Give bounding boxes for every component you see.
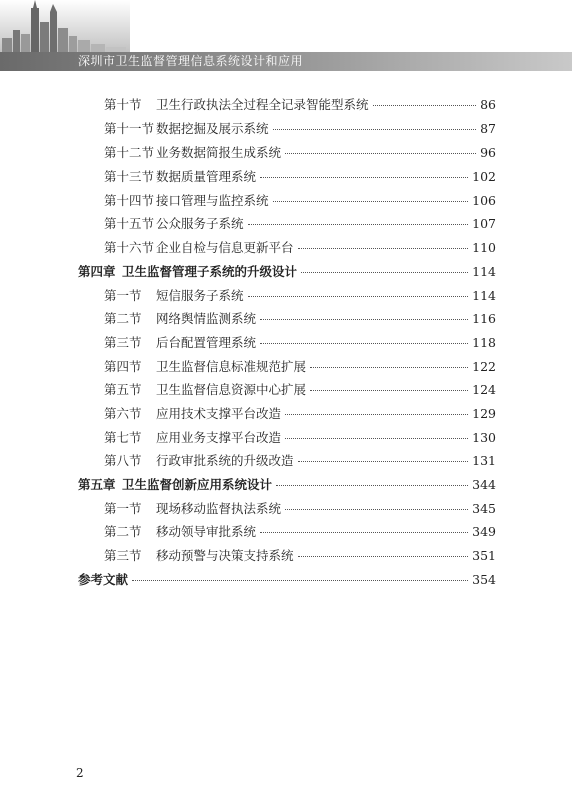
toc-entry-number: 第四章	[78, 264, 116, 279]
toc-entry-page: 114	[472, 288, 496, 303]
toc-entry-page: 110	[472, 240, 496, 255]
dot-leader	[132, 580, 468, 581]
toc-entry-title: 应用业务支撑平台改造	[156, 430, 282, 445]
toc-entry-number: 第二节	[104, 524, 142, 539]
dot-leader	[310, 367, 468, 368]
toc-entry-number: 第五节	[104, 382, 142, 397]
toc-section-entry[interactable]	[104, 548, 496, 564]
toc-entry-page: 96	[480, 145, 496, 160]
dot-leader	[285, 153, 476, 154]
page-number: 2	[76, 766, 84, 780]
dot-leader	[273, 201, 469, 202]
toc-entry-title: 移动领导审批系统	[156, 524, 257, 539]
toc-section-entry[interactable]	[104, 193, 496, 209]
toc-entry-number: 第四节	[104, 359, 142, 374]
toc-section-entry[interactable]	[104, 288, 496, 304]
toc-entry-page: 122	[472, 359, 496, 374]
toc-entry-number: 第十五节	[104, 216, 155, 231]
dot-leader	[285, 438, 468, 439]
dot-leader	[260, 319, 468, 320]
city-skyline-image	[0, 0, 130, 56]
toc-entry-page: 130	[472, 430, 496, 445]
toc-entry-title: 公众服务子系统	[156, 216, 244, 231]
toc-entry-page: 107	[472, 216, 496, 231]
toc-entry-number: 第六节	[104, 406, 142, 421]
toc-entry-title: 网络舆情监测系统	[156, 311, 257, 326]
toc-entry-page: 354	[472, 572, 496, 587]
dot-leader	[260, 343, 468, 344]
toc-entry-page: 349	[472, 524, 496, 539]
toc-entry-title: 后台配置管理系统	[156, 335, 257, 350]
toc-entry-page: 118	[472, 335, 496, 350]
toc-entry-title: 短信服务子系统	[156, 288, 244, 303]
toc-chapter-entry[interactable]	[78, 572, 496, 588]
toc-entry-title: 业务数据简报生成系统	[156, 145, 282, 160]
toc-section-entry[interactable]	[104, 453, 496, 469]
toc-entry-number: 第十三节	[104, 169, 155, 184]
dot-leader	[276, 485, 468, 486]
toc-entry-title: 数据质量管理系统	[156, 169, 257, 184]
toc-section-entry[interactable]	[104, 311, 496, 327]
toc-entry-number: 第十四节	[104, 193, 155, 208]
toc-entry-page: 344	[472, 477, 496, 492]
toc-entry-number: 第八节	[104, 453, 142, 468]
toc-entry-title: 卫生行政执法全过程全记录智能型系统	[156, 97, 369, 112]
toc-section-entry[interactable]	[104, 382, 496, 398]
toc-section-entry[interactable]	[104, 359, 496, 375]
toc-section-entry[interactable]	[104, 430, 496, 446]
toc-entry-page: 131	[472, 453, 496, 468]
toc-entry-title: 应用技术支撑平台改造	[156, 406, 282, 421]
toc-entry-title: 企业自检与信息更新平台	[156, 240, 294, 255]
toc-section-entry[interactable]	[104, 97, 496, 113]
dot-leader	[273, 129, 477, 130]
toc-entry-page: 124	[472, 382, 496, 397]
toc-section-entry[interactable]	[104, 406, 496, 422]
toc-entry-number: 第二节	[104, 311, 142, 326]
dot-leader	[248, 296, 469, 297]
dot-leader	[285, 414, 468, 415]
toc-section-entry[interactable]	[104, 169, 496, 185]
toc-entry-page: 86	[480, 97, 496, 112]
toc-section-entry[interactable]	[104, 121, 496, 137]
toc-entry-number: 第一节	[104, 288, 142, 303]
dot-leader	[298, 461, 469, 462]
toc-entry-number: 第三节	[104, 548, 142, 563]
toc-entry-number: 第十节	[104, 97, 142, 112]
toc-entry-page: 114	[472, 264, 496, 279]
toc-entry-number: 第三节	[104, 335, 142, 350]
dot-leader	[248, 224, 469, 225]
toc-entry-page: 345	[472, 501, 496, 516]
toc-entry-page: 351	[472, 548, 496, 563]
toc-entry-page: 129	[472, 406, 496, 421]
toc-entry-number: 第十一节	[104, 121, 155, 136]
toc-entry-title: 现场移动监督执法系统	[156, 501, 282, 516]
dot-leader	[260, 532, 468, 533]
dot-leader	[260, 177, 468, 178]
toc-entry-title: 参考文献	[78, 572, 129, 587]
toc-entry-title: 移动预警与决策支持系统	[156, 548, 294, 563]
toc-entry-title: 接口管理与监控系统	[156, 193, 269, 208]
dot-leader	[298, 556, 469, 557]
toc-entry-number: 第七节	[104, 430, 142, 445]
toc-section-entry[interactable]	[104, 335, 496, 351]
toc-entry-number: 第五章	[78, 477, 116, 492]
toc-entry-title: 卫生监督管理子系统的升级设计	[122, 264, 298, 279]
header-title: 深圳市卫生监督管理信息系统设计和应用	[78, 54, 304, 68]
toc-section-entry[interactable]	[104, 145, 496, 161]
toc-entry-number: 第十二节	[104, 145, 155, 160]
toc-entry-page: 116	[472, 311, 496, 326]
toc-entry-number: 第一节	[104, 501, 142, 516]
running-header	[0, 0, 572, 72]
dot-leader	[310, 390, 468, 391]
dot-leader	[285, 509, 468, 510]
toc-entry-title: 卫生监督创新应用系统设计	[122, 477, 273, 492]
toc-entry-title: 数据挖掘及展示系统	[156, 121, 269, 136]
toc-section-entry[interactable]	[104, 240, 496, 256]
toc-entry-number: 第十六节	[104, 240, 155, 255]
toc-entry-page: 102	[472, 169, 496, 184]
toc-chapter-entry[interactable]	[78, 264, 496, 280]
dot-leader	[301, 272, 468, 273]
toc-section-entry[interactable]	[104, 501, 496, 517]
toc-section-entry[interactable]	[104, 216, 496, 232]
dot-leader	[373, 105, 477, 106]
dot-leader	[298, 248, 469, 249]
toc-entry-title: 卫生监督信息标准规范扩展	[156, 359, 307, 374]
toc-entry-page: 87	[480, 121, 496, 136]
toc-chapter-entry[interactable]	[78, 477, 496, 493]
toc-entry-title: 行政审批系统的升级改造	[156, 453, 294, 468]
toc-entry-page: 106	[472, 193, 496, 208]
toc-section-entry[interactable]	[104, 524, 496, 540]
toc-entry-title: 卫生监督信息资源中心扩展	[156, 382, 307, 397]
